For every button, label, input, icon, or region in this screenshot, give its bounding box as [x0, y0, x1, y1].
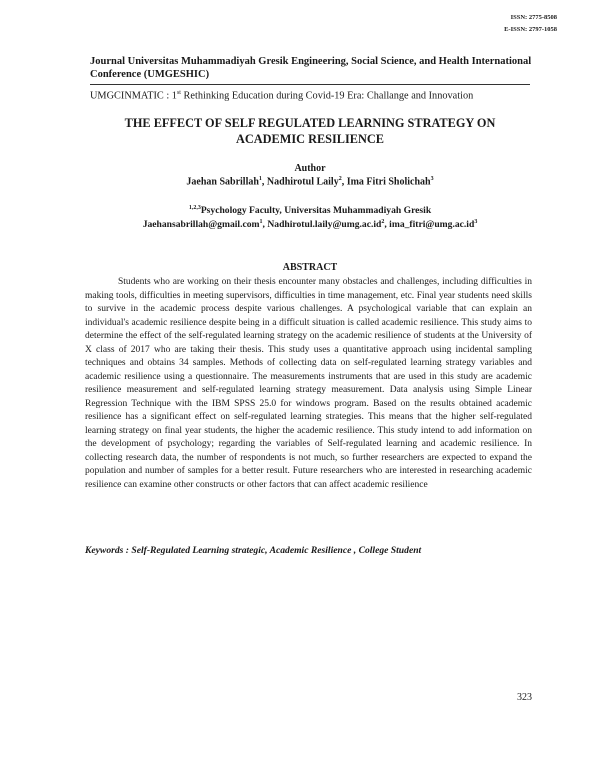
email-list: Jaehansabrillah@gmail.com$^1$, $Nadhirotul.laily@umg.ac.id^2$, $ima\_fitri@umg.ac.id^3$ — [142, 219, 478, 231]
author-name: Ima Fitri Sholichah — [346, 176, 431, 188]
author-sup: 1 — [258, 176, 262, 182]
issn-print: ISSN: 2775-8508 — [510, 14, 557, 21]
conference-line — [90, 87, 540, 102]
author-name: Nadhirotul Laily — [266, 176, 339, 188]
email-link[interactable]: Nadhirotul.laily@umg.ac.id — [267, 219, 382, 231]
email-link[interactable]: Jaehansabrillah@gmail.com — [142, 219, 260, 231]
abstract-body: Students who are working on their thesis encounter many obstacles and challenges, including difficulties in making tools, difficulties in meeting supervisors, difficulties in time management, etc. Final year students need skills to survive in the academic process despite various challenges. A psychological variable that can explain an individual's academic resilience despite being in a difficult situation is called academic resilience. This study aims to determine the effect of the self-regulated learning strategy on the academic resilience of students at the University of X class of 2017 who are taking their thesis. This study uses a quantitative approach using incidental sampling techniques and obtains 34 samples. Methods of collecting data on self-regulated learning strategy variables and academic resilience using a questionnaire. The measurements instruments that are used in this study are academic resilience measurement and self-regulated learning strategy measurement. Data analysis using Simple Linear Regression Technique with the IBM SPSS 25.0 for windows program. Based on the results obtained academic resilience has a significant effect on self-regulated learning strategies. This means that the higher self-regulated learning strategy on final year students, the higher the academic resilience. This study intend to add information on the development of psychology; regarding the variables of Self-regulated learning and academic resilience. In collecting research data, the number of respondents is not much, so further researchers are expected to expand the population and number of samples for a better result. Future researchers who are interested in researching academic resilience can examine other constructs or other factors that can affect academic resilience — [85, 277, 532, 490]
header-divider — [90, 84, 530, 85]
paper-title: THE EFFECT OF SELF REGULATED LEARNING STRATEGY ON ACADEMIC RESILIENCE — [124, 116, 496, 146]
email-sup: 3 — [474, 219, 478, 225]
affiliation — [90, 205, 530, 216]
journal-name: Journal Universitas Muhammadiyah Gresik Engineering, Social Science, and Health International Conference (UMGESHIC) — [90, 56, 532, 80]
email-sup: 2 — [381, 219, 385, 225]
affiliation-sup: 1,2,3 — [188, 205, 201, 211]
conference-ordinal: st — [176, 90, 181, 96]
conference-prefix: UMGCINMATIC : 1 — [90, 90, 177, 102]
author-list: Jaehan Sabrillah$^1$, Nadhirotul Laily$^2$, Ima Fitri Sholichah$^3$ — [186, 176, 434, 188]
author-name: Jaehan Sabrillah — [186, 176, 259, 188]
author-sup: 2 — [338, 176, 342, 182]
issn-electronic: E-ISSN: 2797-1058 — [504, 26, 557, 33]
abstract-heading: ABSTRACT — [282, 262, 338, 273]
author-heading: Author — [294, 163, 326, 174]
affiliation-text: Psychology Faculty, Universitas Muhammadiyah Gresik — [200, 205, 432, 217]
email-sup: 1 — [259, 219, 263, 225]
author-sup: 3 — [430, 176, 434, 182]
page-number: 323 — [517, 692, 532, 703]
keywords: Keywords : Self-Regulated Learning strategic, Academic Resilience , College Student — [85, 545, 422, 556]
email-link[interactable]: ima_fitri@umg.ac.id — [389, 219, 475, 231]
conference-suffix: Rethinking Education during Covid-19 Era: Challange and Innovation — [180, 90, 474, 102]
